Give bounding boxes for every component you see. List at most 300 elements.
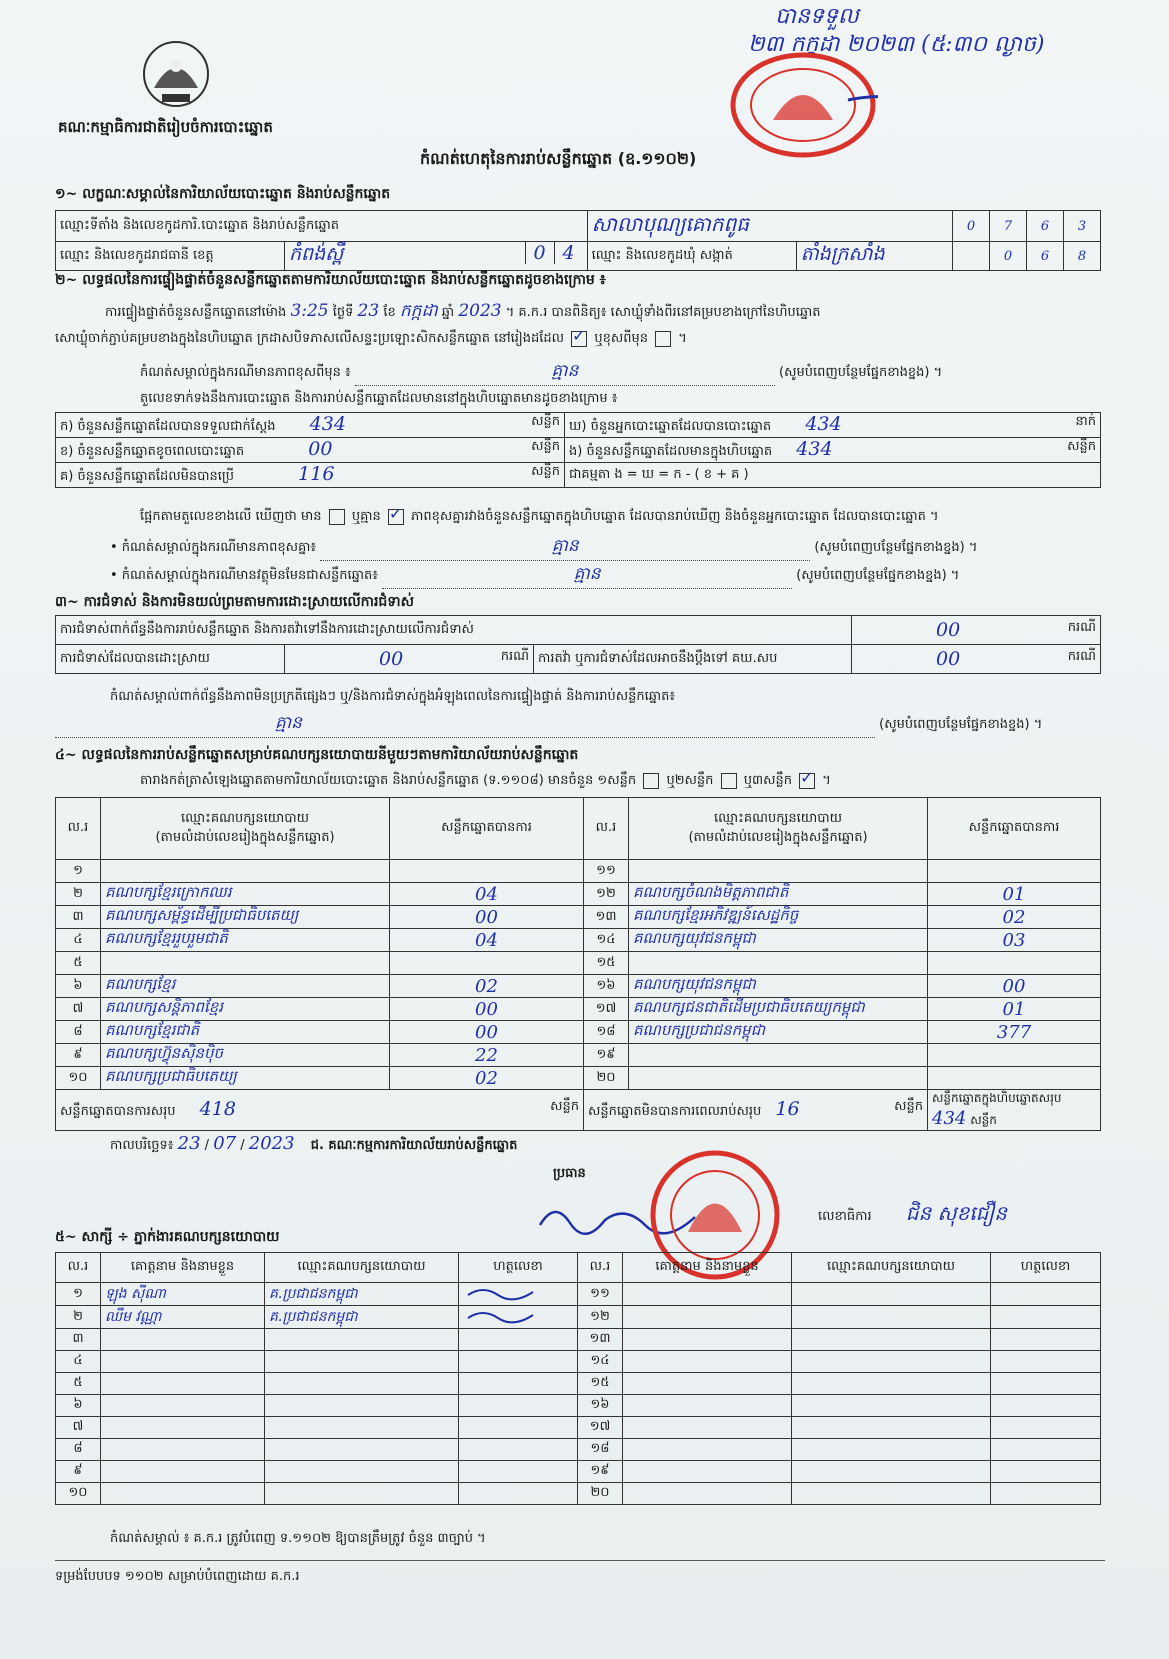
witness-party — [265, 1461, 459, 1483]
witness-signature — [991, 1351, 1101, 1373]
s2-heading: ២~ លទ្ធផលនៃការផ្ទៀងផ្ទាត់ចំនួនសន្លឹកឆ្នោតតាមការិយាល័យបោះឆ្នោត និងរាប់សន្លឹកឆ្នោតដូចខាងក្រោម ៖ — [55, 272, 606, 288]
result-no: ៩ — [56, 1044, 101, 1067]
col-votes: សន្លឹកឆ្នោតបានការ — [928, 798, 1101, 860]
result-votes: 22 — [390, 1044, 584, 1067]
s2-note-label: កំណត់សម្គាល់ក្នុងករណីមានភាពខុសពីមុន ៖ — [140, 365, 351, 380]
witness-row — [56, 1395, 1101, 1417]
w-col-no: ល.រ — [578, 1253, 623, 1283]
witness-signature — [991, 1483, 1101, 1505]
result-no: ១៨ — [584, 1021, 629, 1044]
footnote: កំណត់សម្គាល់ ៖ គ.ក.រ ត្រូវបំពេញ ទ.១១០២ ឱ្យបានត្រឹមត្រូវ ចំនួន ៣ច្បាប់ ។ — [110, 1531, 486, 1546]
count-month: កក្កដា — [399, 301, 438, 321]
result-party: គណបក្សខ្មែររួបរួមជាតិ — [101, 929, 390, 952]
witness-row — [56, 1351, 1101, 1373]
result-no: ១៤ — [584, 929, 629, 952]
s2-note — [140, 360, 1090, 386]
total-valid-unit: សន្លឹក — [550, 1099, 579, 1114]
s2-p4c: ភាពខុសគ្នារវាងចំនួនសន្លឹកឆ្នោតក្នុងហិបឆ្នោត ដែលបានរាប់ឃើញ និងចំនួនអ្នកបោះឆ្នោត ដែលបានបោះឆ្នោត ។ — [411, 509, 939, 524]
total-invalid-value: 16 — [775, 1098, 800, 1120]
s3-r1-label: ការជំទាស់ពាក់ព័ន្ធនឹងការរាប់សន្លឹកឆ្នោត និងការតវ៉ាទៅនឹងការដោះស្រាយលើការជំទាស់ — [56, 616, 852, 645]
result-party — [101, 952, 390, 975]
result-no: ១៧ — [584, 998, 629, 1021]
col-party — [101, 798, 390, 860]
witness-party — [792, 1395, 991, 1417]
s4-sub-c: ឬ៣សន្លឹក — [743, 773, 792, 788]
s1-r1-digit: 3 — [1064, 211, 1101, 242]
s2-p2b: ឬខុសពីមុន — [594, 331, 648, 346]
col-no: ល.រ — [584, 798, 629, 860]
s3-note-line — [55, 712, 1042, 738]
secretary — [818, 1200, 1007, 1230]
ko-label: គ) ចំនួនសន្លឹកឆ្នោតដែលមិនបានប្រើ — [60, 469, 234, 484]
witness-signature — [459, 1283, 578, 1306]
witness-party — [792, 1351, 991, 1373]
witness-name — [623, 1395, 792, 1417]
result-no: ១៣ — [584, 906, 629, 929]
witness-party — [265, 1395, 459, 1417]
s2-p4b: ឬគ្មាន — [351, 509, 381, 524]
result-no: ១០ — [56, 1067, 101, 1090]
s2-p2: សោឃ្លុំចាក់ភ្ជាប់គម្របខាងក្នុងនៃហិបឆ្នោត ក្រដាសបិទភាសលើសន្ទះប្រឡោះសិកសន្លឹកឆ្នោត នៅរៀងដដែល — [55, 331, 565, 346]
result-no: ១៦ — [584, 975, 629, 998]
s3-r2-label2: ការតវ៉ា ឬការជំទាស់ដែលអាចនឹងប្តឹងទៅ គឃ.សប — [534, 645, 852, 674]
witness-signature — [459, 1351, 578, 1373]
witness-party: គ.ប្រជាជនកម្ពុជា — [265, 1283, 459, 1306]
witness-row — [56, 1283, 1101, 1306]
result-no: ៦ — [56, 975, 101, 998]
s4-sub-b: ឬ២សន្លឹក — [666, 773, 714, 788]
witness-name — [101, 1373, 265, 1395]
b1-hint: (សូមបំពេញបន្ថែមផ្នែកខាងខ្នង) ។ — [814, 540, 978, 555]
date-day: 23 — [177, 1133, 201, 1154]
result-no: ៣ — [56, 906, 101, 929]
no-difference-checkbox[interactable] — [388, 509, 404, 525]
s3-hint: (សូមបំពេញបន្ថែមផ្នែកខាងខ្នង) ។ — [879, 717, 1043, 732]
result-party: គណបក្សចំណងមិត្តភាពជាតិ — [629, 883, 928, 906]
s3-note-label: កំណត់សម្គាល់ពាក់ព័ន្ធនឹងភាពមិនប្រក្រតីផ្សេងៗ ឬ/និងការជំទាស់ក្នុងអំឡុងពេលនៃការផ្ទៀងផ្ទាត់ និងការរាប់សន្លឹកឆ្នោត៖ — [110, 689, 676, 704]
result-party: គណបក្សខ្មែរ — [101, 975, 390, 998]
b2-label: • កំណត់សម្គាល់ក្នុងករណីមានវត្ថុមិនមែនជាសន្លឹកឆ្នោត៖ — [110, 568, 378, 583]
col-party — [629, 798, 928, 860]
s2-bullet-1 — [110, 535, 977, 561]
witness-name — [101, 1351, 265, 1373]
sign-label: ជ. គណៈកម្មការការិយាល័យរាប់សន្លឹកឆ្នោត — [310, 1138, 518, 1153]
witness-no: ១៥ — [578, 1373, 623, 1395]
result-row — [56, 952, 1101, 975]
total-invalid — [584, 1090, 928, 1131]
witness-party — [792, 1439, 991, 1461]
total-invalid-unit: សន្លឹក — [894, 1099, 923, 1114]
s2-p1e: ។ គ.ក.រ បានពិនិត្យ៖ សោឃ្លុំទាំងពីរនៅគម្របខាងក្រៅនៃហិបឆ្នោត — [505, 305, 821, 320]
witness-party — [792, 1483, 991, 1505]
kha-value: 00 — [308, 438, 333, 460]
ko-unit: សន្លឹក — [531, 464, 560, 479]
witness-signature — [991, 1283, 1101, 1306]
s1-heading: ១~ លក្ខណៈសម្គាល់នៃការិយាល័យបោះឆ្នោត និងរាប់សន្លឹកឆ្នោត — [55, 186, 391, 202]
witness-signature — [991, 1417, 1101, 1439]
result-votes: 04 — [390, 929, 584, 952]
s4-heading: ៤~ លទ្ធផលនៃការរាប់សន្លឹកឆ្នោតសម្រាប់គណបក្សនយោបាយនីមួយៗតាមការិយាល័យរាប់សន្លឹកឆ្នោត — [55, 747, 579, 763]
s1-r2-label: ឈ្មោះ និងលេខកូដរាជធានី ខេត្ត — [56, 242, 285, 271]
received-stamp — [728, 50, 878, 160]
result-votes: 02 — [390, 975, 584, 998]
witness-signature — [459, 1439, 578, 1461]
w-col-sign: ហត្ថលេខា — [991, 1253, 1101, 1283]
witness-signature — [991, 1395, 1101, 1417]
result-party: គណបក្សប្រជាជនកម្ពុជា — [629, 1021, 928, 1044]
result-no: ២០ — [584, 1067, 629, 1090]
has-difference-checkbox[interactable] — [329, 509, 345, 525]
witness-name — [101, 1395, 265, 1417]
witness-no: ៧ — [56, 1417, 101, 1439]
s3-heading: ៣~ ការជំទាស់ និងការមិនយល់ព្រមតាមការដោះស្រាយលើការជំទាស់ — [55, 594, 414, 610]
witness-name — [623, 1373, 792, 1395]
s2-p1d: ឆ្នាំ — [441, 305, 455, 320]
witness-name — [623, 1351, 792, 1373]
s2-bullet-2 — [110, 563, 959, 589]
col-party-l2: (តាមលំដាប់លេខរៀងក្នុងសន្លឹកឆ្នោត) — [155, 829, 335, 845]
result-row — [56, 906, 1101, 929]
witness-name — [623, 1329, 792, 1351]
b2-hint: (សូមបំពេញបន្ថែមផ្នែកខាងខ្នង) ។ — [796, 568, 960, 583]
witness-name — [623, 1483, 792, 1505]
witness-no: ១៣ — [578, 1329, 623, 1351]
s1-r2-blank — [953, 242, 990, 271]
col-no: ល.រ — [56, 798, 101, 860]
w-col-sign: ហត្ថលេខា — [459, 1253, 578, 1283]
s2-p2c: ។ — [678, 331, 687, 346]
result-no: ១ — [56, 860, 101, 883]
col-party-l1: ឈ្មោះគណបក្សនយោបាយ — [181, 810, 309, 826]
s1-r2-digit2: 6 — [1027, 242, 1064, 271]
result-votes — [928, 1067, 1101, 1090]
witness-party: គ.ប្រជាជនកម្ពុជា — [265, 1306, 459, 1329]
witness-name — [623, 1417, 792, 1439]
result-party — [629, 952, 928, 975]
result-votes: 01 — [928, 998, 1101, 1021]
witness-no: ៤ — [56, 1351, 101, 1373]
date-month: 07 — [213, 1133, 237, 1154]
s1-r2-value: កំពង់ស្ពឺ 0 4 — [285, 242, 588, 271]
result-no: ៤ — [56, 929, 101, 952]
chair-label: ប្រធាន — [553, 1166, 586, 1181]
witness-name — [101, 1461, 265, 1483]
ko-value: 116 — [298, 463, 335, 485]
total-invalid-label: សន្លឹកឆ្នោតមិនបានការពេលរាប់សរុប — [588, 1104, 762, 1119]
witness-name — [623, 1439, 792, 1461]
result-votes: 377 — [928, 1021, 1101, 1044]
witness-signature — [459, 1306, 578, 1329]
s2-para-3: តួលេខទាក់ទងនឹងការបោះឆ្នោត និងការរាប់សន្លឹកឆ្នោតដែលមាននៅក្នុងហិបឆ្នោតមានដូចខាងក្រោម ៖ — [140, 391, 618, 406]
result-party: គណបក្សខ្មែរក្រោកឈរ — [101, 883, 390, 906]
result-party — [629, 1067, 928, 1090]
s2-para-4 — [140, 508, 939, 527]
result-votes — [928, 1044, 1101, 1067]
org-name: គណៈកម្មាធិការជាតិរៀបចំការបោះឆ្នោត — [58, 118, 273, 136]
date-label: កាលបរិច្ឆេទ៖ — [110, 1138, 174, 1153]
s1-r1-digit: 0 — [953, 211, 990, 242]
witness-no: ១០ — [56, 1483, 101, 1505]
witness-row — [56, 1306, 1101, 1329]
s3-r2-unit: ករណី — [500, 649, 529, 664]
s2-note-value: គ្មាន — [355, 360, 775, 386]
s1-r2-digit2: 0 — [990, 242, 1027, 271]
witness-row — [56, 1329, 1101, 1351]
witness-name — [101, 1439, 265, 1461]
s4-sub-d: ។ — [822, 773, 831, 788]
witness-no: ១២ — [578, 1306, 623, 1329]
result-no: ១៥ — [584, 952, 629, 975]
result-party: គណបក្សសម្ព័ន្ធដើម្បីប្រជាធិបតេយ្យ — [101, 906, 390, 929]
w-col-name: គោត្តនាម និងនាមខ្លួន — [623, 1253, 792, 1283]
total-valid-value: 418 — [199, 1098, 236, 1120]
s3-r2-label: ការជំទាស់ដែលបានដោះស្រាយ — [56, 645, 285, 674]
col-party-l1: ឈ្មោះគណបក្សនយោបាយ — [714, 810, 842, 826]
result-votes: 01 — [928, 883, 1101, 906]
col-votes: សន្លឹកឆ្នោតបានការ — [390, 798, 584, 860]
s3-r2-value: 00 — [379, 648, 404, 670]
witness-party — [792, 1306, 991, 1329]
secretary-name: ជិន សុខជឿន — [905, 1201, 1007, 1225]
s2-para-1 — [105, 300, 820, 325]
s2-p4a: ផ្អែកតាមតួលេខខាងលើ ឃើញថា មាន — [140, 509, 322, 524]
kha-unit: សន្លឹក — [531, 439, 560, 454]
s5-heading: ៥~ សាក្សី ÷ ភ្នាក់ងារគណបក្សនយោបាយ — [55, 1229, 280, 1245]
s4-sub-a: តារាងកត់ត្រាសំឡេងឆ្នោតតាមការិយាល័យបោះឆ្នោត និងរាប់សន្លឹកឆ្នោត (ទ.១១០៨) មានចំនួន ១សន្លឹក — [140, 773, 637, 788]
witness-no: ១៦ — [578, 1395, 623, 1417]
result-party: គណបក្សយុវជនកម្ពុជា — [629, 929, 928, 952]
s2-p1a: ការផ្ទៀងផ្ទាត់ចំនួនសន្លឹកឆ្នោតនៅម៉ោង — [105, 305, 287, 320]
witness-name — [623, 1306, 792, 1329]
result-party: គណបក្សខ្មែរជាតិ — [101, 1021, 390, 1044]
s2-counts-table — [55, 412, 1101, 488]
result-no: ១២ — [584, 883, 629, 906]
witness-name — [101, 1483, 265, 1505]
s1-r1-digit: 7 — [990, 211, 1027, 242]
result-no: ១៩ — [584, 1044, 629, 1067]
count-year: 2023 — [458, 301, 502, 321]
ngo-value: 434 — [796, 438, 833, 460]
results-table — [55, 797, 1101, 1131]
s3-table — [55, 615, 1101, 674]
witness-party — [792, 1461, 991, 1483]
s1-r1-digit: 6 — [1027, 211, 1064, 242]
date-line: កាលបរិច្ឆេទ៖ 23 / 07 / 2023 ជ. គណៈកម្មការការិយាល័យរាប់សន្លឹកឆ្នោត — [110, 1133, 518, 1154]
ngo-label: ង) ចំនួនសន្លឹកឆ្នោតដែលមានក្នុងហិបឆ្នោត — [569, 444, 773, 459]
result-row — [56, 975, 1101, 998]
witness-party — [792, 1417, 991, 1439]
s3-r1-value: 00 — [936, 619, 961, 641]
w-col-no: ល.រ — [56, 1253, 101, 1283]
witness-row — [56, 1483, 1101, 1505]
result-votes — [928, 952, 1101, 975]
witness-party — [792, 1329, 991, 1351]
ngo-unit: សន្លឹក — [1067, 439, 1096, 454]
result-row — [56, 1044, 1101, 1067]
total-valid-label: សន្លឹកឆ្នោតបានការសរុប — [60, 1104, 176, 1119]
result-row — [56, 1021, 1101, 1044]
result-no: ៧ — [56, 998, 101, 1021]
result-party: គណបក្សសន្តិភាពខ្មែរ — [101, 998, 390, 1021]
s2-p1b: ថ្ងៃទី — [332, 305, 354, 320]
result-no: ៨ — [56, 1021, 101, 1044]
s2-para-2 — [55, 330, 687, 349]
total-box-label: សន្លឹកឆ្នោតក្នុងហិបឆ្នោតសរុប — [932, 1091, 1062, 1105]
result-row — [56, 929, 1101, 952]
s1-r1-value: សាលាបុណ្យគោកពូធ — [587, 211, 952, 242]
result-no: ៥ — [56, 952, 101, 975]
b1-value: គ្មាន — [320, 535, 810, 561]
total-box-unit: សន្លឹក — [970, 1113, 997, 1127]
witness-party — [265, 1373, 459, 1395]
result-no: ២ — [56, 883, 101, 906]
date-year: 2023 — [248, 1133, 295, 1154]
received-note-2: ២៣ កក្កដា ២០២៣ (៥:៣០ ល្ងាច) — [748, 32, 1045, 57]
witness-no: ៩ — [56, 1461, 101, 1483]
result-votes: 00 — [928, 975, 1101, 998]
witness-no: ២ — [56, 1306, 101, 1329]
kho-unit: នាក់ — [1075, 414, 1096, 429]
witness-signature — [991, 1461, 1101, 1483]
witness-row — [56, 1461, 1101, 1483]
w-col-name: គោត្តនាម និងនាមខ្លួន — [101, 1253, 265, 1283]
result-votes — [390, 860, 584, 883]
witness-signature — [991, 1439, 1101, 1461]
witness-name: ឡុង ស៊ីណា — [101, 1283, 265, 1306]
witness-signature — [459, 1373, 578, 1395]
witness-no: ៦ — [56, 1395, 101, 1417]
s1-r2-digit: 0 — [525, 242, 554, 264]
result-party: គណបក្សយុវជនកម្ពុជា — [629, 975, 928, 998]
witness-no: ១៤ — [578, 1351, 623, 1373]
witness-no: ៥ — [56, 1373, 101, 1395]
ka-unit: សន្លឹក — [531, 414, 560, 429]
witness-signature — [991, 1329, 1101, 1351]
s2-note-hint: (សូមបំពេញបន្ថែមផ្នែកខាងខ្នង) ។ — [779, 365, 943, 380]
witness-party — [265, 1483, 459, 1505]
ka-label: ក) ចំនួនសន្លឹកឆ្នោតដែលបានទទួលជាក់ស្តែង — [60, 419, 276, 434]
different-checkbox[interactable] — [655, 331, 671, 347]
result-party: គណបក្សប្រជាធិបតេយ្យ — [101, 1067, 390, 1090]
result-party — [629, 1044, 928, 1067]
witness-name — [101, 1329, 265, 1351]
b2-value: គ្មាន — [382, 563, 792, 589]
witness-name — [101, 1417, 265, 1439]
witness-no: ១១ — [578, 1283, 623, 1306]
col-party-l2: (តាមលំដាប់លេខរៀងក្នុងសន្លឹកឆ្នោត) — [688, 829, 868, 845]
witness-name: ឈឹម វណ្ណា — [101, 1306, 265, 1329]
result-party: គណបក្សហ៊្វុនស៊ិនប៉ិច — [101, 1044, 390, 1067]
s1-r2-label2: ឈ្មោះ និងលេខកូដឃុំ សង្កាត់ — [587, 242, 796, 271]
three-sheet-checkbox[interactable] — [799, 773, 815, 789]
w-col-party: ឈ្មោះគណបក្សនយោបាយ — [265, 1253, 459, 1283]
received-note-1: បានទទួល — [775, 4, 859, 29]
witness-no: ៨ — [56, 1439, 101, 1461]
footer-rule — [55, 1560, 1105, 1561]
witness-no: ១៩ — [578, 1461, 623, 1483]
s3-r2-value2: 00 — [936, 648, 961, 670]
witness-party — [792, 1373, 991, 1395]
result-votes: 02 — [928, 906, 1101, 929]
w-col-party: ឈ្មោះគណបក្សនយោបាយ — [792, 1253, 991, 1283]
kho-label: ឃ) ចំនួនអ្នកបោះឆ្នោតដែលបានបោះឆ្នោត — [569, 419, 772, 434]
form-note: ទម្រង់បែបបទ ១១០២ សម្រាប់បំពេញដោយ គ.ក.រ — [55, 1569, 300, 1584]
witness-signature — [459, 1395, 578, 1417]
witness-party — [792, 1283, 991, 1306]
witness-signature — [459, 1329, 578, 1351]
same-checkbox[interactable] — [571, 331, 587, 347]
witness-no: ១៧ — [578, 1417, 623, 1439]
witness-signature — [459, 1417, 578, 1439]
formula: ជាគម្មតា ង = ឃ = ក - ( ខ + គ ) — [565, 463, 1101, 488]
s1-r2-digit: 4 — [554, 242, 583, 264]
result-votes: 00 — [390, 998, 584, 1021]
witness-party — [265, 1439, 459, 1461]
count-time: 3:25 — [290, 301, 329, 321]
result-votes: 00 — [390, 1021, 584, 1044]
witness-party — [265, 1351, 459, 1373]
result-party: គណបក្សខ្មែរអភិវឌ្ឍន៍សេដ្ឋកិច្ច — [629, 906, 928, 929]
b1-label: • កំណត់សម្គាល់ក្នុងករណីមានភាពខុសគ្នា៖ — [110, 540, 317, 555]
two-sheet-checkbox[interactable] — [721, 773, 737, 789]
result-party — [101, 860, 390, 883]
witness-name — [623, 1461, 792, 1483]
count-day: 23 — [357, 301, 380, 321]
witness-no: ១ — [56, 1283, 101, 1306]
result-no: ១១ — [584, 860, 629, 883]
witness-signature — [459, 1483, 578, 1505]
s3-note-value: គ្មាន — [55, 712, 875, 738]
witness-party — [265, 1329, 459, 1351]
result-votes — [928, 860, 1101, 883]
total-box — [928, 1090, 1101, 1131]
witness-no: ១៨ — [578, 1439, 623, 1461]
result-votes: 03 — [928, 929, 1101, 952]
witness-no: ៣ — [56, 1329, 101, 1351]
result-row — [56, 998, 1101, 1021]
s4-sub — [140, 772, 831, 791]
witness-name — [623, 1283, 792, 1306]
witness-signature — [459, 1461, 578, 1483]
result-votes: 02 — [390, 1067, 584, 1090]
total-valid — [56, 1090, 584, 1131]
s1-r2-digit2: 8 — [1064, 242, 1101, 271]
result-party: គណបក្សជនជាតិដើមប្រជាធិបតេយ្យកម្ពុជា — [629, 998, 928, 1021]
witness-table — [55, 1252, 1101, 1505]
s1-table — [55, 210, 1101, 271]
s1-r2-value2: តាំងក្រសាំង — [796, 242, 952, 271]
witness-party — [265, 1417, 459, 1439]
one-sheet-checkbox[interactable] — [643, 773, 659, 789]
ka-value: 434 — [309, 413, 346, 435]
result-row — [56, 860, 1101, 883]
result-row — [56, 883, 1101, 906]
secretary-label: លេខាធិការ — [818, 1209, 872, 1224]
s3-r1-unit: ករណី — [1067, 620, 1096, 635]
s3-r2-unit2: ករណី — [1067, 649, 1096, 664]
result-party — [629, 860, 928, 883]
witness-row — [56, 1439, 1101, 1461]
form-title: កំណត់ហេតុនៃការរាប់សន្លឹកឆ្នោត (ឧ.១១០២) — [420, 149, 697, 168]
nec-logo — [140, 38, 212, 116]
witness-signature — [991, 1306, 1101, 1329]
result-row — [56, 1067, 1101, 1090]
witness-row — [56, 1417, 1101, 1439]
s1-r1-label: ឈ្មោះទីតាំង និងលេខកូដការិ.បោះឆ្នោត និងរាប់សន្លឹកឆ្នោត — [56, 211, 588, 242]
result-votes: 04 — [390, 883, 584, 906]
witness-signature — [991, 1373, 1101, 1395]
witness-no: ២០ — [578, 1483, 623, 1505]
